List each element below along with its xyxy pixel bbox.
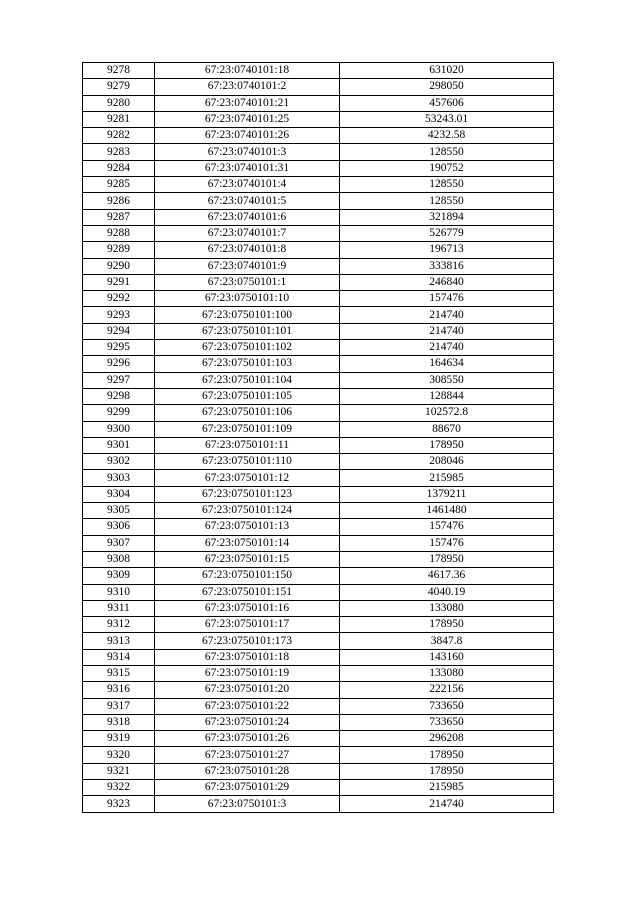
table-row [83, 340, 554, 356]
value-cell: 164634 [340, 356, 554, 372]
cadastral-number-cell: 67:23:0740101:25 [155, 111, 340, 127]
table-row [83, 225, 554, 241]
table-row [83, 111, 554, 127]
row-number-cell: 9285 [83, 177, 155, 193]
table-row [83, 780, 554, 796]
value-cell: 214740 [340, 323, 554, 339]
row-number-cell: 9278 [83, 63, 155, 79]
table-row [83, 258, 554, 274]
cadastral-number-cell: 67:23:0750101:15 [155, 551, 340, 567]
value-cell: 298050 [340, 79, 554, 95]
table-row [83, 274, 554, 290]
value-cell: 196713 [340, 242, 554, 258]
value-cell: 157476 [340, 535, 554, 551]
table-row [83, 633, 554, 649]
value-cell: 128550 [340, 193, 554, 209]
table-row [83, 79, 554, 95]
row-number-cell: 9321 [83, 763, 155, 779]
row-number-cell: 9280 [83, 95, 155, 111]
row-number-cell: 9281 [83, 111, 155, 127]
row-number-cell: 9290 [83, 258, 155, 274]
row-number-cell: 9315 [83, 665, 155, 681]
table-row [83, 144, 554, 160]
value-cell: 1461480 [340, 503, 554, 519]
table-row [83, 665, 554, 681]
table-row [83, 193, 554, 209]
value-cell: 178950 [340, 617, 554, 633]
cadastral-number-cell: 67:23:0750101:110 [155, 454, 340, 470]
table-row [83, 388, 554, 404]
value-cell: 214740 [340, 796, 554, 812]
row-number-cell: 9322 [83, 780, 155, 796]
value-cell: 178950 [340, 763, 554, 779]
value-cell: 133080 [340, 665, 554, 681]
value-cell: 178950 [340, 437, 554, 453]
table-row [83, 486, 554, 502]
value-cell: 526779 [340, 225, 554, 241]
row-number-cell: 9299 [83, 405, 155, 421]
cadastral-number-cell: 67:23:0750101:3 [155, 796, 340, 812]
table-row [83, 437, 554, 453]
table-row [83, 356, 554, 372]
table-row [83, 503, 554, 519]
row-number-cell: 9311 [83, 600, 155, 616]
row-number-cell: 9301 [83, 437, 155, 453]
value-cell: 308550 [340, 372, 554, 388]
value-cell: 128844 [340, 388, 554, 404]
table-row [83, 421, 554, 437]
value-cell: 53243.01 [340, 111, 554, 127]
cadastral-number-cell: 67:23:0750101:29 [155, 780, 340, 796]
row-number-cell: 9305 [83, 503, 155, 519]
table-body [83, 63, 554, 813]
cadastral-number-cell: 67:23:0740101:18 [155, 63, 340, 79]
cadastral-number-cell: 67:23:0740101:5 [155, 193, 340, 209]
table-row [83, 160, 554, 176]
table-row [83, 372, 554, 388]
table-row [83, 698, 554, 714]
cadastral-number-cell: 67:23:0740101:7 [155, 225, 340, 241]
cadastral-number-cell: 67:23:0750101:20 [155, 682, 340, 698]
cadastral-number-cell: 67:23:0750101:22 [155, 698, 340, 714]
cadastral-number-cell: 67:23:0750101:105 [155, 388, 340, 404]
row-number-cell: 9300 [83, 421, 155, 437]
row-number-cell: 9284 [83, 160, 155, 176]
row-number-cell: 9295 [83, 340, 155, 356]
cadastral-number-cell: 67:23:0750101:104 [155, 372, 340, 388]
row-number-cell: 9283 [83, 144, 155, 160]
cadastral-number-cell: 67:23:0750101:102 [155, 340, 340, 356]
table-row [83, 551, 554, 567]
cadastral-number-cell: 67:23:0740101:8 [155, 242, 340, 258]
value-cell: 133080 [340, 600, 554, 616]
cadastral-number-cell: 67:23:0750101:19 [155, 665, 340, 681]
cadastral-number-cell: 67:23:0750101:14 [155, 535, 340, 551]
row-number-cell: 9320 [83, 747, 155, 763]
table-row [83, 128, 554, 144]
cadastral-number-cell: 67:23:0750101:10 [155, 291, 340, 307]
row-number-cell: 9314 [83, 649, 155, 665]
cadastral-number-cell: 67:23:0750101:18 [155, 649, 340, 665]
row-number-cell: 9317 [83, 698, 155, 714]
table-row [83, 796, 554, 812]
value-cell: 733650 [340, 714, 554, 730]
cadastral-number-cell: 67:23:0750101:27 [155, 747, 340, 763]
row-number-cell: 9297 [83, 372, 155, 388]
value-cell: 128550 [340, 177, 554, 193]
cadastral-number-cell: 67:23:0740101:3 [155, 144, 340, 160]
cadastral-number-cell: 67:23:0750101:100 [155, 307, 340, 323]
cadastral-number-cell: 67:23:0750101:106 [155, 405, 340, 421]
value-cell: 190752 [340, 160, 554, 176]
table-row [83, 209, 554, 225]
cadastral-number-cell: 67:23:0750101:26 [155, 731, 340, 747]
value-cell: 157476 [340, 519, 554, 535]
row-number-cell: 9279 [83, 79, 155, 95]
row-number-cell: 9302 [83, 454, 155, 470]
row-number-cell: 9293 [83, 307, 155, 323]
value-cell: 157476 [340, 291, 554, 307]
table-row [83, 568, 554, 584]
row-number-cell: 9291 [83, 274, 155, 290]
row-number-cell: 9309 [83, 568, 155, 584]
value-cell: 631020 [340, 63, 554, 79]
table-row [83, 95, 554, 111]
value-cell: 215985 [340, 780, 554, 796]
row-number-cell: 9319 [83, 731, 155, 747]
table-row [83, 617, 554, 633]
table-row [83, 535, 554, 551]
value-cell: 296208 [340, 731, 554, 747]
value-cell: 88670 [340, 421, 554, 437]
cadastral-number-cell: 67:23:0740101:4 [155, 177, 340, 193]
value-cell: 1379211 [340, 486, 554, 502]
value-cell: 178950 [340, 551, 554, 567]
cadastral-number-cell: 67:23:0750101:13 [155, 519, 340, 535]
row-number-cell: 9307 [83, 535, 155, 551]
value-cell: 4617.36 [340, 568, 554, 584]
table-row [83, 519, 554, 535]
table-row [83, 763, 554, 779]
value-cell: 733650 [340, 698, 554, 714]
row-number-cell: 9303 [83, 470, 155, 486]
table-row [83, 323, 554, 339]
value-cell: 143160 [340, 649, 554, 665]
row-number-cell: 9282 [83, 128, 155, 144]
cadastral-number-cell: 67:23:0750101:28 [155, 763, 340, 779]
row-number-cell: 9289 [83, 242, 155, 258]
cadastral-number-cell: 67:23:0740101:6 [155, 209, 340, 225]
value-cell: 3847.8 [340, 633, 554, 649]
cadastral-number-cell: 67:23:0740101:26 [155, 128, 340, 144]
cadastral-number-cell: 67:23:0750101:103 [155, 356, 340, 372]
value-cell: 321894 [340, 209, 554, 225]
cadastral-number-cell: 67:23:0750101:124 [155, 503, 340, 519]
value-cell: 4232.58 [340, 128, 554, 144]
value-cell: 246840 [340, 274, 554, 290]
table-row [83, 63, 554, 79]
cadastral-number-cell: 67:23:0750101:109 [155, 421, 340, 437]
row-number-cell: 9294 [83, 323, 155, 339]
row-number-cell: 9298 [83, 388, 155, 404]
table-row [83, 307, 554, 323]
cadastral-number-cell: 67:23:0740101:31 [155, 160, 340, 176]
table-row [83, 470, 554, 486]
cadastral-number-cell: 67:23:0750101:17 [155, 617, 340, 633]
cadastral-number-cell: 67:23:0750101:16 [155, 600, 340, 616]
value-cell: 457606 [340, 95, 554, 111]
cadastral-number-cell: 67:23:0740101:9 [155, 258, 340, 274]
row-number-cell: 9304 [83, 486, 155, 502]
value-cell: 102572.8 [340, 405, 554, 421]
row-number-cell: 9306 [83, 519, 155, 535]
cadastral-number-cell: 67:23:0750101:173 [155, 633, 340, 649]
value-cell: 128550 [340, 144, 554, 160]
value-cell: 333816 [340, 258, 554, 274]
cadastral-number-cell: 67:23:0740101:21 [155, 95, 340, 111]
row-number-cell: 9316 [83, 682, 155, 698]
value-cell: 222156 [340, 682, 554, 698]
table-row [83, 714, 554, 730]
row-number-cell: 9323 [83, 796, 155, 812]
table-row [83, 649, 554, 665]
table-row [83, 242, 554, 258]
row-number-cell: 9286 [83, 193, 155, 209]
row-number-cell: 9312 [83, 617, 155, 633]
row-number-cell: 9292 [83, 291, 155, 307]
value-cell: 214740 [340, 307, 554, 323]
cadastral-number-cell: 67:23:0750101:12 [155, 470, 340, 486]
table-row [83, 747, 554, 763]
cadastral-number-cell: 67:23:0750101:101 [155, 323, 340, 339]
cadastral-number-cell: 67:23:0750101:151 [155, 584, 340, 600]
row-number-cell: 9318 [83, 714, 155, 730]
value-cell: 4040.19 [340, 584, 554, 600]
row-number-cell: 9310 [83, 584, 155, 600]
cadastral-number-cell: 67:23:0750101:1 [155, 274, 340, 290]
table-row [83, 454, 554, 470]
cadastral-number-cell: 67:23:0750101:11 [155, 437, 340, 453]
table-row [83, 177, 554, 193]
cadastral-number-cell: 67:23:0750101:123 [155, 486, 340, 502]
row-number-cell: 9288 [83, 225, 155, 241]
value-cell: 214740 [340, 340, 554, 356]
row-number-cell: 9313 [83, 633, 155, 649]
cadastral-number-cell: 67:23:0740101:2 [155, 79, 340, 95]
table-row [83, 682, 554, 698]
value-cell: 215985 [340, 470, 554, 486]
table-row [83, 291, 554, 307]
value-cell: 178950 [340, 747, 554, 763]
cadastral-value-table [82, 62, 554, 813]
value-cell: 208046 [340, 454, 554, 470]
row-number-cell: 9308 [83, 551, 155, 567]
cadastral-number-cell: 67:23:0750101:150 [155, 568, 340, 584]
table-row [83, 584, 554, 600]
row-number-cell: 9287 [83, 209, 155, 225]
table-row [83, 405, 554, 421]
row-number-cell: 9296 [83, 356, 155, 372]
table-row [83, 731, 554, 747]
cadastral-number-cell: 67:23:0750101:24 [155, 714, 340, 730]
table-row [83, 600, 554, 616]
